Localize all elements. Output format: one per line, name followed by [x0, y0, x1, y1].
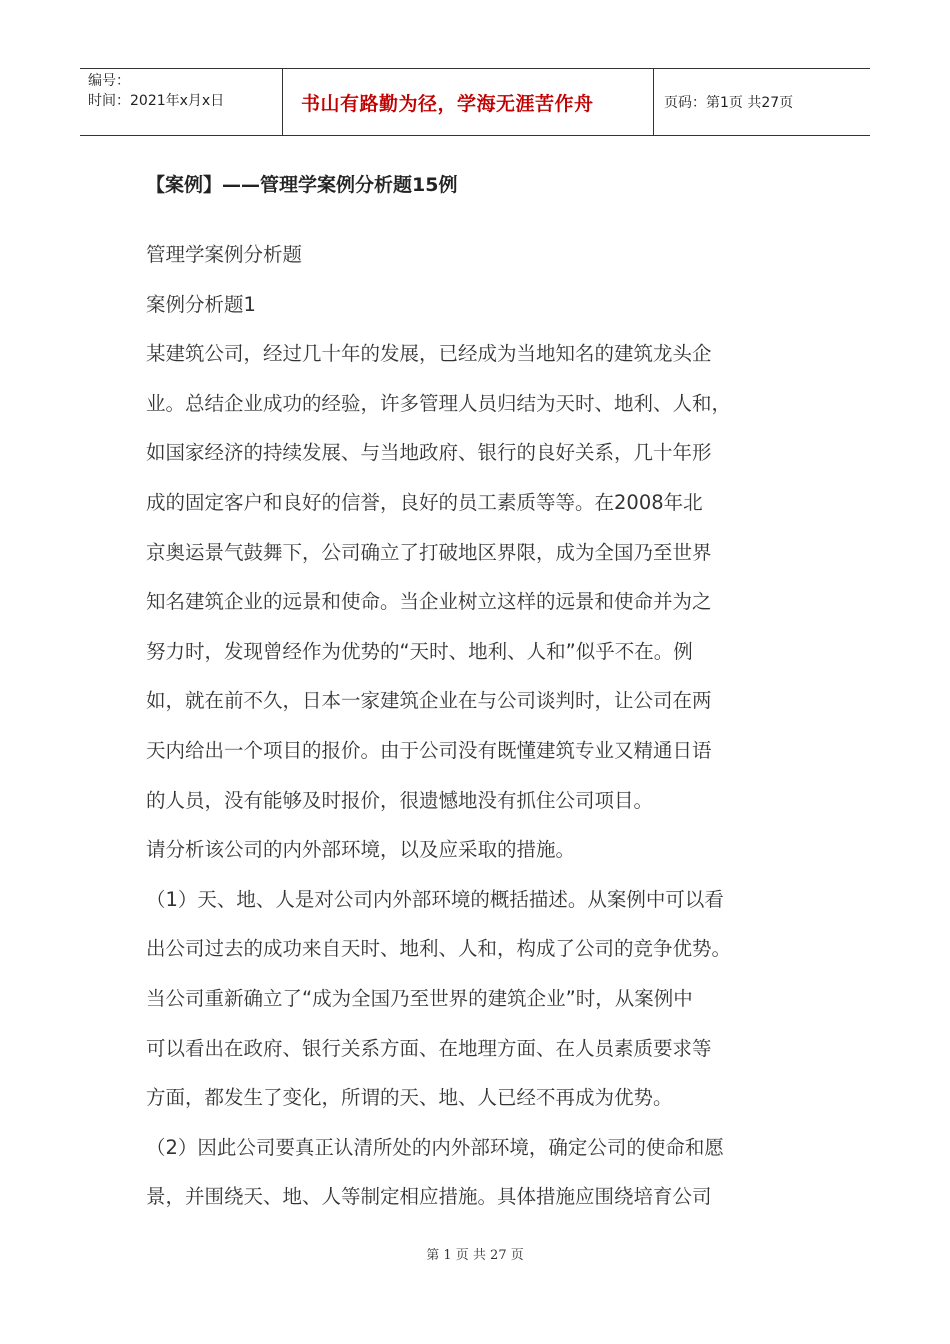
- number-label: 编号：: [88, 73, 130, 89]
- body-line: 请分析该公司的内外部环境，以及应采取的措施。: [146, 838, 576, 862]
- body-line: 知名建筑企业的远景和使命。当企业树立这样的远景和使命并为之: [146, 590, 712, 614]
- body-line: 京奥运景气鼓舞下，公司确立了打破地区界限，成为全国乃至世界: [146, 540, 712, 564]
- body-line: 方面，都发生了变化，所谓的天、地、人已经不再成为优势。: [146, 1086, 673, 1110]
- body-line: （2）因此公司要真正认清所处的内外部环境，确定公司的使命和愿: [146, 1135, 724, 1159]
- body-line: 某建筑公司，经过几十年的发展，已经成为当地知名的建筑龙头企: [146, 342, 712, 366]
- body-line: 天内给出一个项目的报价。由于公司没有既懂建筑专业又精通日语: [146, 738, 712, 762]
- page-footer: 第 1 页 共 27 页: [426, 1248, 524, 1263]
- body-line: 的人员，没有能够及时报价，很遗憾地没有抓住公司项目。: [146, 788, 654, 812]
- document-body: [146, 230, 816, 1222]
- header-motto: 书山有路勤为径，学海无涯苦作舟: [282, 69, 654, 135]
- body-line: 当公司重新确立了“成为全国乃至世界的建筑企业”时，从案例中: [146, 986, 693, 1010]
- date-label: 时间：2021年x月x日: [88, 93, 225, 109]
- body-line: 可以看出在政府、银行关系方面、在地理方面、在人员素质要求等: [146, 1036, 712, 1060]
- body-line: 如，就在前不久，日本一家建筑企业在与公司谈判时，让公司在两: [146, 689, 712, 713]
- body-line: 成的固定客户和良好的信誉，良好的员工素质等等。在2008年北: [146, 490, 703, 514]
- body-line: 努力时，发现曾经作为优势的“天时、地利、人和”似乎不在。例: [146, 639, 693, 663]
- body-line: 业。总结企业成功的经验，许多管理人员归结为天时、地利、人和，: [146, 391, 732, 415]
- body-line: 如国家经济的持续发展、与当地政府、银行的良好关系，几十年形: [146, 441, 712, 465]
- document-header: [80, 68, 870, 136]
- header-meta: [80, 69, 282, 135]
- body-line: 出公司过去的成功来自天时、地利、人和，构成了公司的竞争优势。: [146, 937, 732, 961]
- document-title: 【案例】——管理学案例分析题15例: [146, 174, 458, 196]
- body-line: 景，并围绕天、地、人等制定相应措施。具体措施应围绕培育公司: [146, 1185, 712, 1209]
- header-page-info: 页码：第1页 共27页: [664, 95, 794, 111]
- body-line: 管理学案例分析题: [146, 243, 303, 266]
- body-line: （1）天、地、人是对公司内外部环境的概括描述。从案例中可以看: [146, 887, 724, 911]
- body-line: 案例分析题1: [146, 292, 256, 316]
